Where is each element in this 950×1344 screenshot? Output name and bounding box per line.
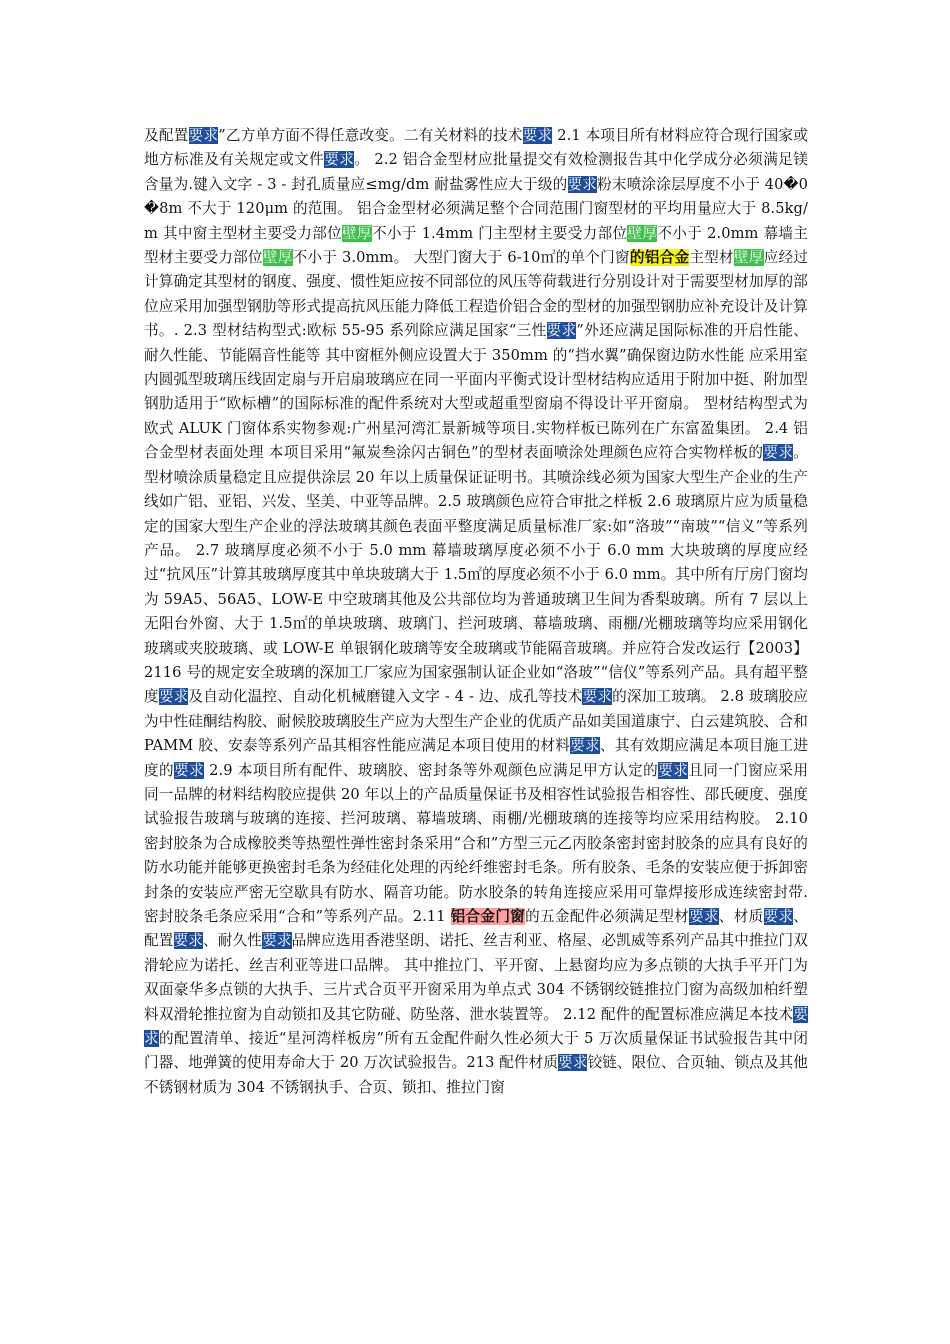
text-run: 应经过计算确定其型材的钢度、强度、惯性矩应按不同部位的风压等荷载进行分别设计对于需要型材加厚的部位应采用加强型钢肋等形式提高抗风压能力降低工程造价铝合金的型材的加强型钢肋应补充设计及计算书。. 2.3 型材结构型式:欧标 55-95 系列除应满足国家“三性 [144,249,809,340]
highlighted-term-blue: 要求 [582,688,613,706]
highlighted-term-yellow: 的铝合金 [629,249,690,267]
highlighted-term-blue: 要求 [324,151,355,169]
highlighted-term-blue: 要求 [522,127,553,144]
highlighted-term-pink: 铝合金门窗 [450,908,526,925]
text-run: 品牌应选用香港坚朗、诺托、丝吉利亚、格屋、必凯威等系列产品其中推拉门双滑轮应为诺托、丝吉利亚等进口品牌。 其中推拉门、平开窗、上悬窗均应为多点锁的大执手平开门为双面豪华多点锁的大执手、三片式合页平开窗采用为单点式 304 不锈钢绞链推拉门窗为高级加柏纤塑料双滑轮推拉窗为自动锁扣及其它防碰、防坠落、泄水装置等。 2.12 配件的配置标准应满足本技术 [144,932,808,1023]
highlighted-term-blue: 要求 [144,1005,808,1048]
text-run: 的配置清单、接近“星河湾样板房”所有五金配件耐久性必须大于 5 万次质量保证书试验报告其中闭门器、地弹簧的使用寿命大于 20 万次试验报告。213 配件材质 [144,1030,808,1072]
text-run: 、配置 [144,908,808,950]
highlighted-term-blue: 要求 [658,761,689,779]
highlighted-term-blue: 要求 [567,175,598,193]
highlighted-term-green: 壁厚 [627,224,658,242]
highlighted-term-blue: 要求 [262,932,292,950]
text-run: 铰链、限位、合页轴、锁点及其他不锈钢材质为 304 不锈钢执手、合页、锁扣、推拉门窗 [144,1054,808,1096]
highlighted-term-blue: 要求 [188,127,219,144]
text-run: 、材质 [718,908,764,925]
text-run: 粉末喷涂涂层厚度不小于 40�0�8m 不大于 120μm 的范围。 铝合金型材必须满足整个合同范围门窗型材的平均用量应大于 8.5kg/m 其中窗主型材主要受力部位 [144,175,809,242]
text-run: 2.1 本项目所有材料应符合现行国家或地方标准及有关规定或文件 [144,127,809,169]
text-run: 及自动化温控、自动化机械磨键入文字 - 4 - 边、成孔等技术 [188,688,583,706]
text-run: 。 2.2 铝合金型材应批量提交有效检测报告其中化学成分必须满足镁含量为.键入文字 - 3 - 封孔质量应≤mg/dm 耐盐雾性应大于级的 [144,151,809,193]
text-run: 2.9 本项目所有配件、玻璃胶、密封条等外观颜色应满足甲方认定的 [204,761,659,779]
text-run: 的五金配件必须满足型材 [525,908,689,925]
text-run: 不小于 1.4mm 门主型材主要受力部位 [371,224,628,242]
text-run: 及配置 [144,127,189,144]
text-run: 、其有效期应满足本项目施工进度的 [144,737,809,779]
highlighted-term-blue: 要求 [173,932,204,950]
highlighted-term-blue: 要求 [158,688,189,706]
highlighted-term-blue: 要求 [558,1054,588,1072]
text-run: 的深加工玻璃。 2.8 玻璃胶应为中性硅酮结构胶、耐候胶玻璃胶生产应为大型生产企业的优质产品如美国道康宁、白云建筑胶、合和 PAMM 胶、安泰等系列产品其相容性能应满足本项目使用的材料 [144,688,809,755]
highlighted-term-green: 壁厚 [262,249,293,267]
text-run: ”外还应满足国际标准的开启性能、耐久性能、节能隔音性能等 其中窗框外侧应设置大于 350mm 的“挡水翼”确保窗边防水性能 应采用室内圆弧型玻璃压线固定扇与开启扇玻璃应在同一平面内平衡式设计型材结构应适用于附加中挺、附加型钢肋适用于“欧标槽”的国际标准的配件系统对大型或超重型窗扇不得设计平开窗扇。 型材结构型式为欧式 ALUK 门窗体系实物参观:广州星河湾汇景新城等项目.实物样板已陈列在广东富盈集团。 2.4 铝合金型材表面处理 本项目采用“氟炭叁涂闪古铜色”的型材表面喷涂处理颜色应符合实物样板的 [144,322,809,462]
highlighted-term-blue: 要求 [763,908,794,925]
text-run: 不小于 2.0mm 幕墙主型材主要受力部位 [144,224,809,267]
text-run: 、耐久性 [203,932,263,950]
text-run: 且同一门窗应采用同一品牌的材料结构胶应提供 20 年以上的产品质量保证书及相容性试验报告相容性、邵氏硬度、强度试验报告玻璃与玻璃的连接、拦河玻璃、幕墙玻璃、雨棚/光棚玻璃的连接等均应采用结构胶。 2.10 密封胶条为合成橡胶类等热塑性弹性密封条采用“合和”方型三元乙丙胶条密封密封胶条的应具有良好的防水功能并能够更换密封毛条为经硅化处理的丙纶纤维密封毛条。所有胶条、毛条的安装应便于拆卸密封条的安装应严密无空歇具有防水、隔音功能。防水胶条的转角连接应采用可靠焊接形成连续密封带. 密封胶条毛条应采用“合和”等系列产品。2.11 [144,761,809,925]
text-run: ”乙方单方面不得任意改变。二有关材料的技术 [218,127,523,144]
text-run: 。 型材喷涂质量稳定且应提供涂层 20 年以上质量保证证明书。其喷涂线必须为国家大型生产企业的生产线如广铝、亚铝、兴发、坚美、中亚等品牌。2.5 玻璃颜色应符合审批之样板 2.6 玻璃原片应为质量稳定的国家大型生产企业的浮法玻璃其颜色表面平整度满足质量标准厂家:如“洛玻”“南玻”“信义”等系列产品。 2.7 玻璃厚度必须不小于 5.0 mm 幕墙玻璃厚度必须不小于 6.0 mm 大块玻璃的厚度应经过“抗风压”计算其玻璃厚度其中单块玻璃大于 1.5㎡的厚度必须不小于 6.0 mm。其中所有厅房门窗均为 59A5、56A5、LOW-E 中空玻璃其他及公共部位均为普通玻璃卫生间为香梨玻璃。所有 7 层以上无阳台外窗、大于 1.5㎡的单块玻璃、玻璃门、拦河玻璃、幕墙玻璃、雨棚/光棚玻璃等均应采用钢化玻璃或夹胶玻璃、或 LOW-E 单银钢化玻璃等安全玻璃或节能隔音玻璃。并应符合发改运行【2003】2116 号的规定安全玻璃的深加工厂家应为国家强制认证企业如“洛玻”“信仪”等系列产品。具有超平整度 [144,444,808,706]
document-body-text [144,124,808,1100]
highlighted-term-green: 壁厚 [733,249,764,267]
highlighted-term-green: 壁厚 [342,224,372,242]
document-page [144,124,808,1100]
text-run: 不小于 3.0mm。 大型门窗大于 6-10㎡的单个门窗 [292,249,630,267]
highlighted-term-blue: 要求 [763,444,794,462]
highlighted-term-blue: 要求 [689,908,719,925]
highlighted-term-blue: 要求 [174,761,205,779]
highlighted-term-blue: 要求 [570,737,600,755]
highlighted-term-blue: 要求 [546,322,577,340]
text-run: 主型材 [689,249,734,267]
